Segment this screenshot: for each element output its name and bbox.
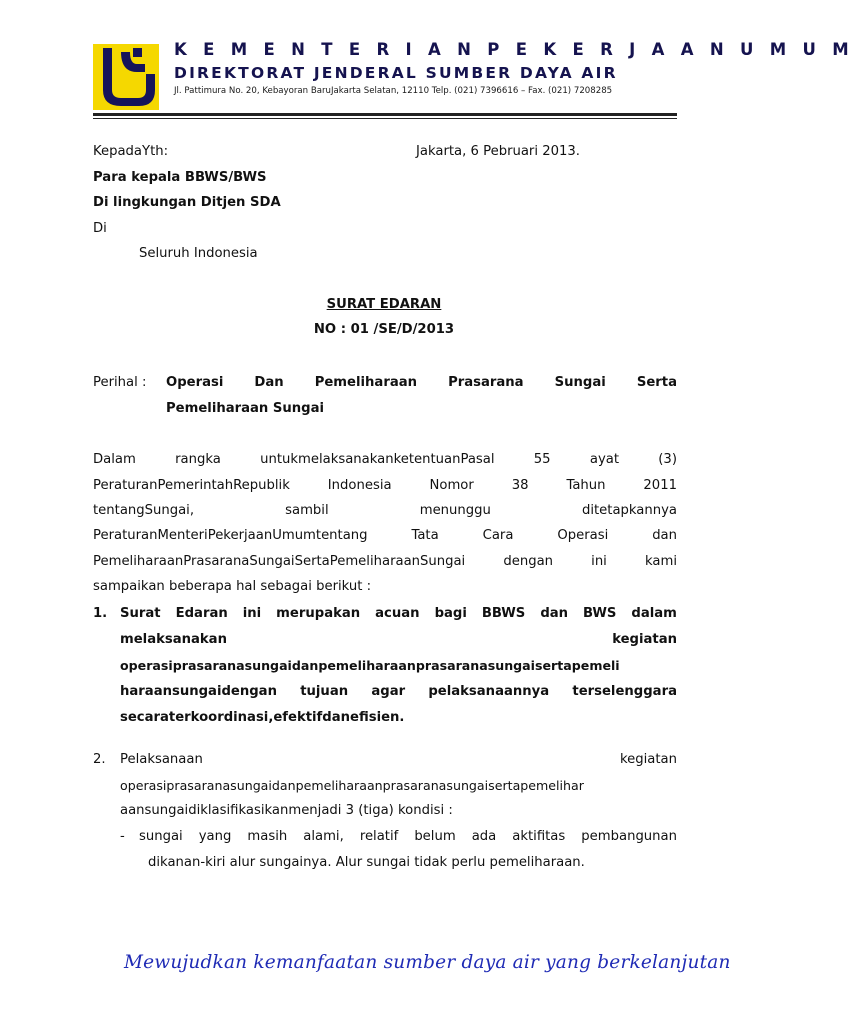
recipient-line-2: Di lingkungan Ditjen SDA [93, 195, 281, 210]
pu-logo [93, 44, 159, 110]
footer-motto: Mewujudkan kemanfaatan sumber daya air yang berkelanjutan [124, 952, 731, 973]
item-2-bullet-line-2: dikanan-kiri alur sungainya. Alur sungai tidak perlu pemeliharaan. [148, 855, 585, 870]
salutation: KepadaYth: [93, 144, 169, 159]
letterhead-address: Jl. Pattimura No. 20, Kebayoran BaruJakarta Selatan, 12110 Telp. (021) 7396616 – Fax. (021) 7208285 [174, 86, 613, 96]
recipient-line-4: Seluruh Indonesia [139, 246, 258, 261]
intro-line-5: PemeliharaanPrasaranaSungaiSertaPemeliharaanSungai dengan ini kami [93, 554, 677, 569]
item-2-line-3: aansungaidiklasifikasikanmenjadi 3 (tiga) kondisi : [120, 803, 453, 818]
item-1-line-1: Surat Edaran ini merupakan acuan bagi BBWS dan BWS dalam [120, 606, 677, 621]
letter-date: Jakarta, 6 Pebruari 2013. [416, 144, 580, 159]
ministry-name: K E M E N T E R I A N P E K E R J A A N U M U M [174, 40, 854, 59]
recipient-line-3: Di [93, 221, 107, 236]
item-1-line-4: haraansungaidengan tujuan agar pelaksanaannya terselenggara [120, 684, 677, 699]
item-1-line-5: secaraterkoordinasi,efektifdanefisien. [120, 710, 405, 725]
item-2-number: 2. [93, 752, 106, 767]
item-2-line-1: Pelaksanaan kegiatan [120, 752, 677, 767]
intro-line-2: PeraturanPemerintahRepublik Indonesia Nomor 38 Tahun 2011 [93, 478, 677, 493]
directorate-name: DIREKTORAT JENDERAL SUMBER DAYA AIR [174, 64, 618, 82]
bullet-dash: - [120, 829, 125, 844]
letterhead-rule-thick [93, 113, 677, 116]
item-1-line-3: operasiprasaranasungaidanpemeliharaanprasaranasungaisertapemeli [120, 658, 620, 673]
item-2-bullet-line-1: sungai yang masih alami, relatif belum ada aktifitas pembangunan [139, 829, 677, 844]
letterhead-rule-thin [93, 118, 677, 119]
recipient-line-1: Para kepala BBWS/BWS [93, 170, 267, 185]
item-1-line-2: melaksanakan kegiatan [120, 632, 677, 647]
subject-line-2: Pemeliharaan Sungai [166, 401, 325, 416]
item-1-number: 1. [93, 606, 108, 621]
intro-line-1: Dalam rangka untukmelaksanakanketentuanPasal 55 ayat (3) [93, 452, 677, 467]
intro-line-6: sampaikan beberapa hal sebagai berikut : [93, 579, 372, 594]
circular-title: SURAT EDARAN [326, 297, 442, 312]
item-2-line-2: operasiprasaranasungaidanpemeliharaanprasaranasungaisertapemelihar [120, 778, 584, 793]
subject-line-1: Operasi Dan Pemeliharaan Prasarana Sungai Serta [166, 375, 677, 390]
circular-number: NO : 01 /SE/D/2013 [313, 322, 455, 337]
intro-line-4: PeraturanMenteriPekerjaanUmumtentang Tata Cara Operasi dan [93, 528, 677, 543]
subject-label: Perihal : [93, 375, 147, 390]
intro-line-3: tentangSungai, sambil menunggu ditetapkannya [93, 503, 677, 518]
